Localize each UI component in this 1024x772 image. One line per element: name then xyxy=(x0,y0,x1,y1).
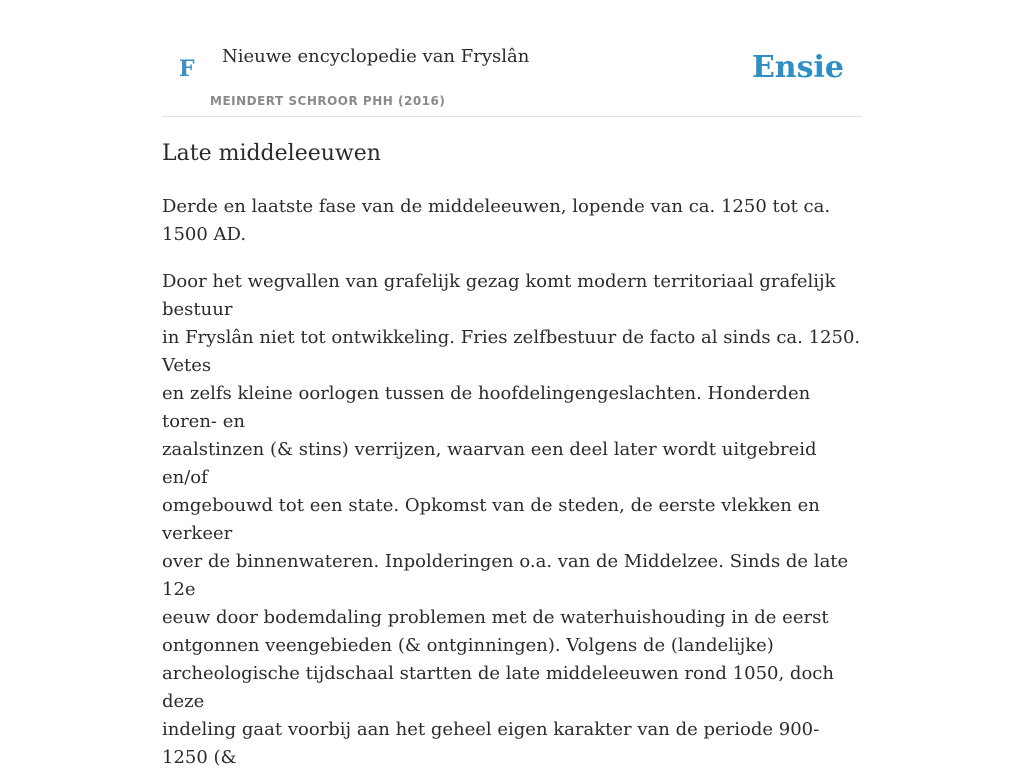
article-lead: Derde en laatste fase van de middeleeuwen, lopende van ca. 1250 tot ca. 1500 AD. xyxy=(162,196,831,245)
article-body-line: indeling gaat voorbij aan het geheel eigen karakter van de periode 900-1250 (& xyxy=(162,719,820,768)
article-body-line: over de binnenwateren. Inpolderingen o.a. van de Middelzee. Sinds de late 12e xyxy=(162,551,849,600)
article-body-line: ontgonnen veengebieden (& ontginningen). Volgens de (landelijke) xyxy=(162,635,774,656)
article-body-line: omgebouwd tot een state. Opkomst van de steden, de eerste vlekken en verkeer xyxy=(162,495,820,544)
book-author: MEINDERT SCHROOR PHH (2016) xyxy=(210,94,446,108)
book-initial-icon: F xyxy=(179,56,195,82)
article-body-line: archeologische tijdschaal startten de late middeleeuwen rond 1050, doch deze xyxy=(162,663,834,712)
article-body-line: eeuw door bodemdaling problemen met de waterhuishouding in de eerst xyxy=(162,607,829,628)
site-logo[interactable]: Ensie xyxy=(751,50,844,85)
article-title: Late middeleeuwen xyxy=(162,141,381,166)
article-body xyxy=(162,268,862,772)
book-header xyxy=(162,0,862,117)
article-body-line: zaalstinzen (& stins) verrijzen, waarvan een deel later wordt uitgebreid en/of xyxy=(162,439,817,488)
article-body-line: Door het wegvallen van grafelijk gezag komt modern territoriaal grafelijk bestuur xyxy=(162,271,836,320)
article xyxy=(162,138,862,772)
article-body-line: in Fryslân niet tot ontwikkeling. Fries zelfbestuur de facto al sinds ca. 1250. Vetes xyxy=(162,327,861,376)
book-title[interactable]: Nieuwe encyclopedie van Fryslân xyxy=(222,46,530,67)
article-body-line: en zelfs kleine oorlogen tussen de hoofdelingengeslachten. Honderden toren- en xyxy=(162,383,811,432)
